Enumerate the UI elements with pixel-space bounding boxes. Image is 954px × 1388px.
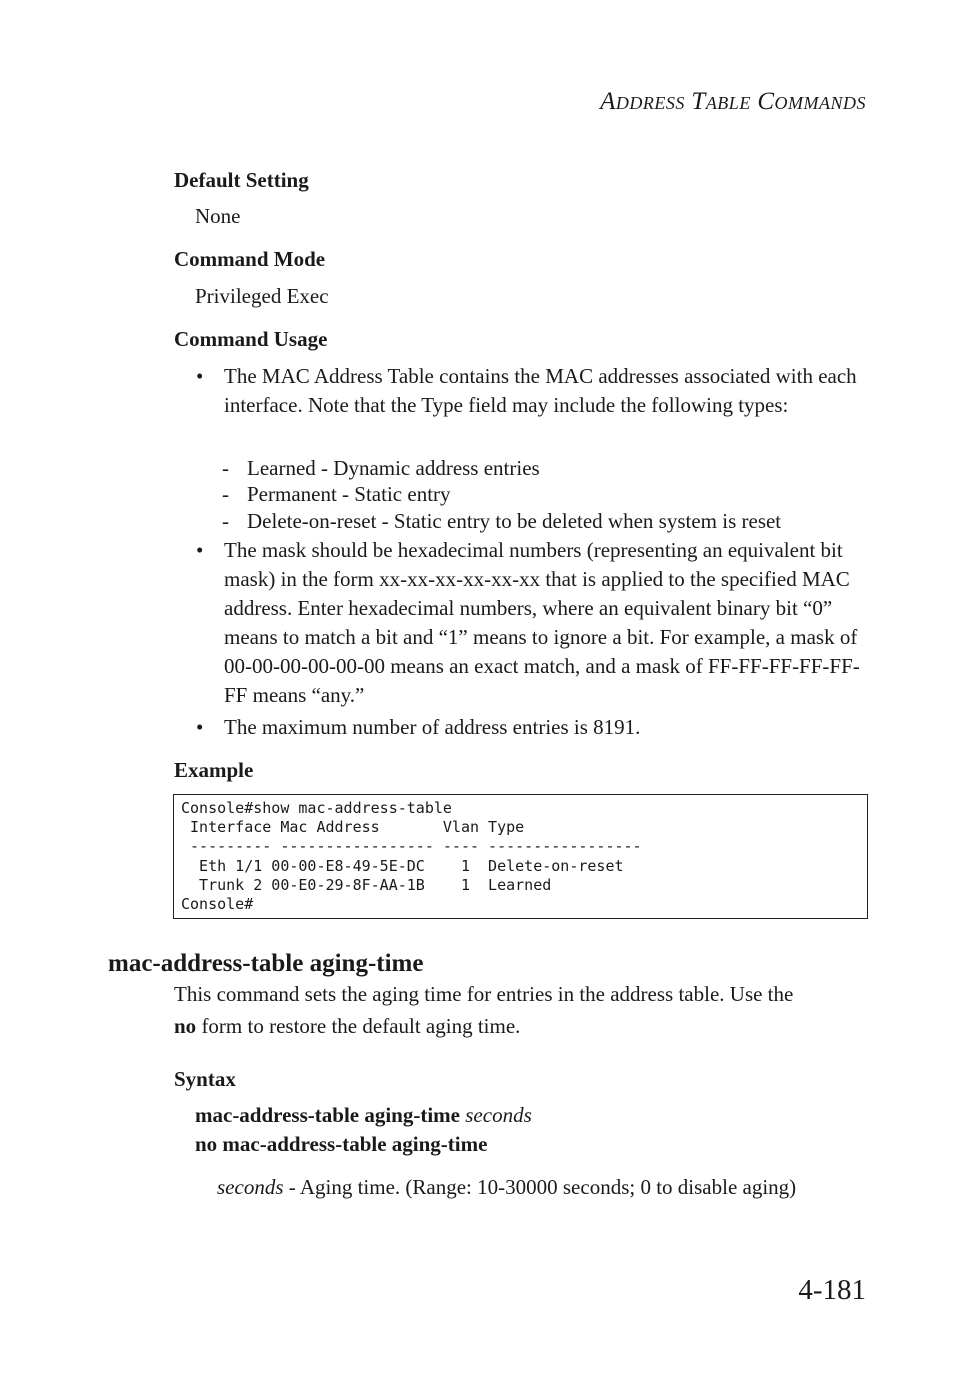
page-number: 4-181 <box>798 1274 866 1306</box>
command-mode-value: Privileged Exec <box>195 284 329 308</box>
syntax-parameter: seconds <box>465 1103 532 1127</box>
intro-rest: form to restore the default aging time. <box>196 1014 521 1038</box>
parameter-text: - Aging time. (Range: 10-30000 seconds; 0 to disable aging) <box>283 1175 797 1199</box>
code-line: Eth 1/1 00-00-E8-49-5E-DC 1 Delete-on-reset <box>181 857 624 875</box>
code-line: Interface Mac Address Vlan Type <box>181 818 525 836</box>
intro-line-2 <box>174 1014 520 1039</box>
example-code-box <box>173 794 868 919</box>
parameter-name: seconds <box>217 1175 284 1199</box>
usage-bullet-3: The maximum number of address entries is 8191. <box>224 715 641 739</box>
no-keyword: no <box>174 1014 197 1038</box>
syntax-line-1 <box>195 1103 532 1128</box>
dash-marker: - <box>222 456 229 480</box>
type-item-learned: Learned - Dynamic address entries <box>247 456 540 480</box>
bullet-marker: • <box>196 364 204 388</box>
code-line: Console# <box>181 895 254 913</box>
default-setting-value: None <box>195 204 241 228</box>
code-line: Trunk 2 00-E0-29-8F-AA-1B 1 Learned <box>181 876 552 894</box>
intro-line-1: This command sets the aging time for entries in the address table. Use the <box>174 982 794 1006</box>
dash-marker: - <box>222 509 229 533</box>
type-item-delete-on-reset: Delete-on-reset - Static entry to be deleted when system is reset <box>247 509 782 533</box>
code-line: --------- ----------------- ---- ----------------- <box>181 837 642 855</box>
bullet-marker: • <box>196 715 204 739</box>
command-mode-label: Command Mode <box>174 247 326 271</box>
dash-marker: - <box>222 482 229 506</box>
syntax-label: Syntax <box>174 1067 236 1091</box>
code-line: Console#show mac-address-table <box>181 799 452 817</box>
usage-bullet-2: The mask should be hexadecimal numbers (representing an equivalent bit mask) in the form xx-xx-xx-xx-xx-xx that is applied to the specified MAC address. Enter hexadecimal numbers, where an equivalent binary bit “0” means to match a bit and “1” means to ignore a bit. For example, a mask of 00-00-00-00-00-00 means an exact match, and a mask of FF-FF-FF-FF-FF-FF means “any.” <box>224 538 860 707</box>
parameter-description <box>217 1175 796 1200</box>
command-usage-label: Command Usage <box>174 327 328 351</box>
syntax-line-2: no mac-address-table aging-time <box>195 1132 488 1156</box>
default-setting-label: Default Setting <box>174 168 309 192</box>
example-label: Example <box>174 758 254 782</box>
section-title: mac-address-table aging-time <box>108 950 424 977</box>
type-item-permanent: Permanent - Static entry <box>247 482 451 506</box>
running-header: ADDRESS TABLE COMMANDS <box>600 88 866 115</box>
syntax-command: mac-address-table aging-time <box>195 1103 460 1127</box>
usage-bullet-1: The MAC Address Table contains the MAC addresses associated with each interface. Note that the Type field may include the following types: <box>224 364 857 417</box>
bullet-marker: • <box>196 538 204 562</box>
